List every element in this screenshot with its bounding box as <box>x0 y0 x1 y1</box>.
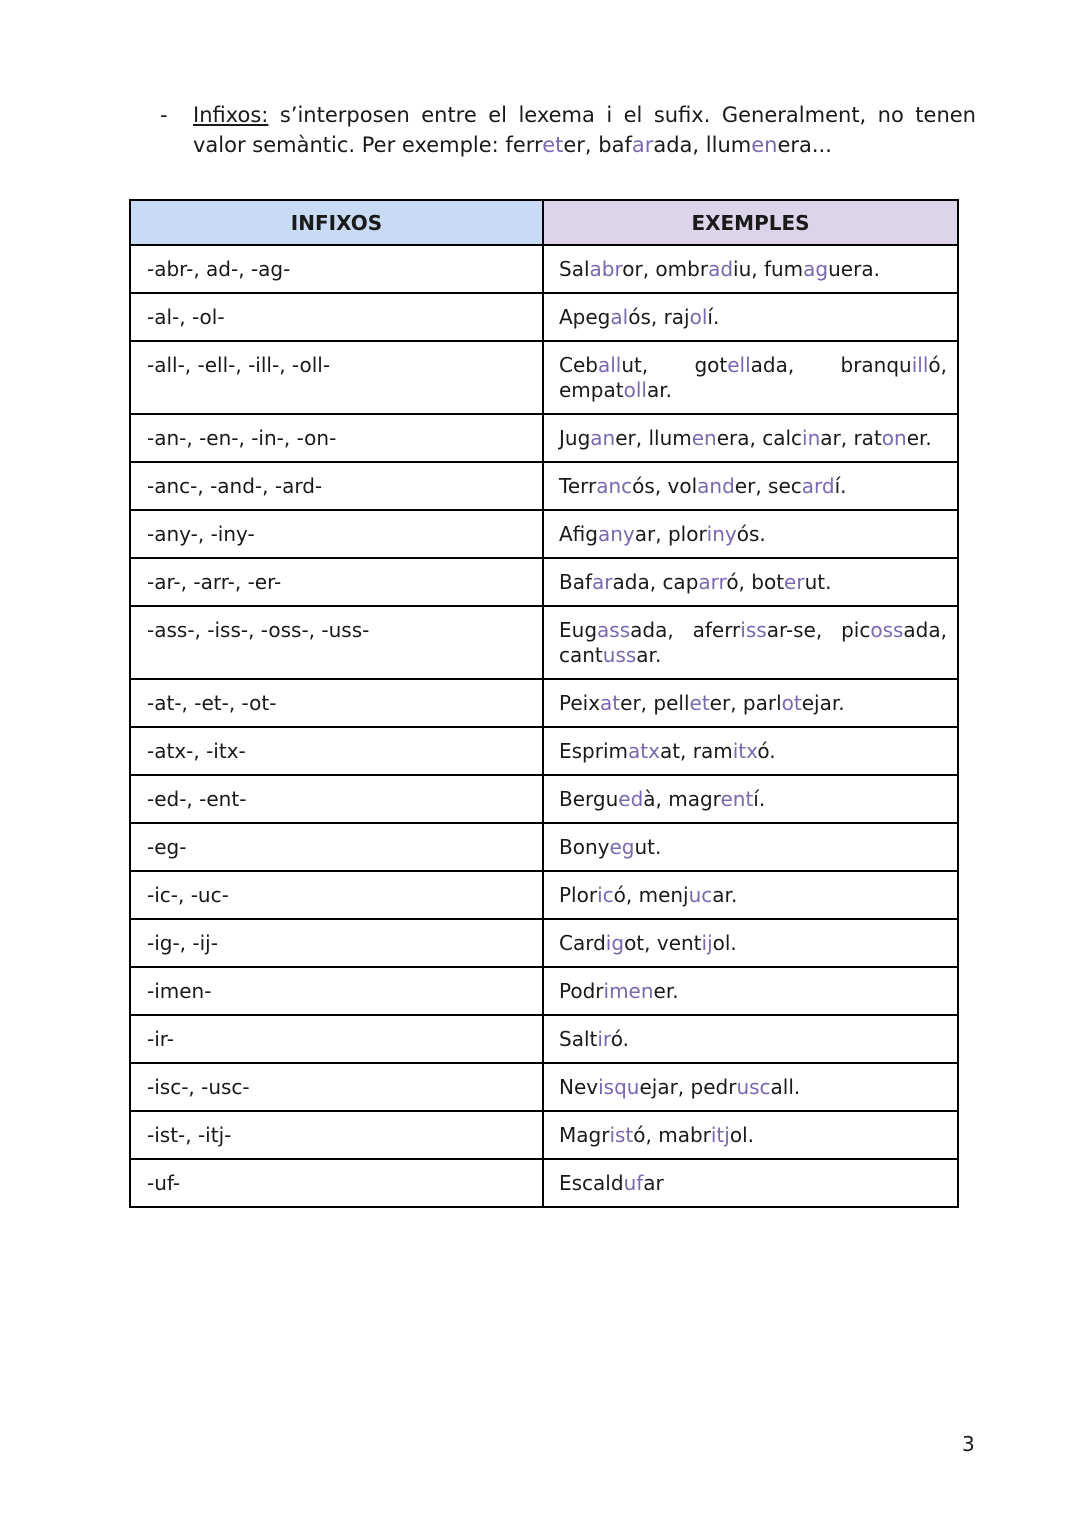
text-segment: ejar. <box>801 691 845 715</box>
text-segment: er, pell <box>620 691 690 715</box>
text-segment: iu, fum <box>733 257 804 281</box>
highlighted-infix: en <box>751 133 778 157</box>
text-segment: era... <box>777 133 832 157</box>
example-cell <box>543 293 958 341</box>
highlighted-infix: and <box>697 474 735 498</box>
table-row <box>130 245 958 293</box>
example-cell <box>543 679 958 727</box>
table-row <box>130 414 958 462</box>
text-segment: ó, mabr <box>633 1123 711 1147</box>
text-segment: ada, aferr <box>630 618 741 642</box>
text-segment: Plor <box>559 883 598 907</box>
highlighted-infix: iny <box>706 522 737 546</box>
text-segment: ó, bot <box>726 570 785 594</box>
table-row <box>130 679 958 727</box>
intro-term: Infixos: <box>193 103 269 127</box>
highlighted-infix: on <box>881 426 907 450</box>
example-cell <box>543 775 958 823</box>
infix-cell: -ist-, -itj- <box>130 1111 543 1159</box>
highlighted-infix: ot <box>781 691 802 715</box>
example-cell <box>543 1063 958 1111</box>
highlighted-infix: ad <box>708 257 734 281</box>
example-cell <box>543 1015 958 1063</box>
highlighted-infix: ill <box>911 353 929 377</box>
example-cell <box>543 919 958 967</box>
highlighted-infix: ol <box>689 305 708 329</box>
infix-cell: -abr-, ad-, -ag- <box>130 245 543 293</box>
infixes-table <box>129 199 959 1208</box>
text-segment: ada, branqu <box>750 353 912 377</box>
text-segment: ar. <box>712 883 738 907</box>
text-segment: ada, llum <box>653 133 752 157</box>
table-row <box>130 510 958 558</box>
table-row <box>130 1111 958 1159</box>
infix-cell: -anc-, -and-, -ard- <box>130 462 543 510</box>
text-segment: er. <box>653 979 679 1003</box>
text-segment: era, calc <box>716 426 803 450</box>
text-segment: Podr <box>559 979 604 1003</box>
text-segment: ós. <box>736 522 766 546</box>
highlighted-infix: ist <box>609 1123 634 1147</box>
text-segment: ó, menj <box>613 883 689 907</box>
example-cell <box>543 967 958 1015</box>
text-segment: Baf <box>559 570 593 594</box>
text-segment: ol. <box>712 931 737 955</box>
highlighted-infix: isqu <box>598 1075 640 1099</box>
text-segment: all. <box>770 1075 801 1099</box>
infix-cell: -ass-, -iss-, -oss-, -uss- <box>130 606 543 679</box>
intro-bullet <box>160 100 976 160</box>
example-cell <box>543 245 958 293</box>
highlighted-infix: ard <box>801 474 835 498</box>
bullet-dash: - <box>160 103 168 127</box>
highlighted-infix: at <box>600 691 621 715</box>
text-segment: ar. <box>646 378 672 402</box>
example-cell <box>543 1159 958 1207</box>
text-segment: ol. <box>729 1123 754 1147</box>
highlighted-infix: abr <box>589 257 623 281</box>
text-segment: Apeg <box>559 305 611 329</box>
infix-cell: -atx-, -itx- <box>130 727 543 775</box>
highlighted-infix: oll <box>623 378 647 402</box>
table-row <box>130 558 958 606</box>
text-segment: ot, vent <box>624 931 702 955</box>
text-segment: í. <box>707 305 720 329</box>
text-segment: Eug <box>559 618 598 642</box>
text-segment: ada, cap <box>612 570 699 594</box>
highlighted-infix: itj <box>710 1123 730 1147</box>
table-row <box>130 727 958 775</box>
highlighted-infix: ar <box>631 133 654 157</box>
text-segment: Bergu <box>559 787 619 811</box>
infix-cell: -ar-, -arr-, -er- <box>130 558 543 606</box>
infix-cell: -any-, -iny- <box>130 510 543 558</box>
highlighted-infix: itx <box>732 739 758 763</box>
page-number: 3 <box>962 1432 975 1456</box>
example-cell <box>543 823 958 871</box>
highlighted-infix: ent <box>720 787 754 811</box>
text-segment: ut. <box>634 835 662 859</box>
text-segment: Salt <box>559 1027 598 1051</box>
infix-cell: -eg- <box>130 823 543 871</box>
highlighted-infix: oss <box>870 618 904 642</box>
text-segment: ós, raj <box>628 305 690 329</box>
highlighted-infix: iss <box>740 618 767 642</box>
example-cell <box>543 727 958 775</box>
infix-cell: -ed-, -ent- <box>130 775 543 823</box>
text-segment: er, sec <box>734 474 802 498</box>
infix-cell: -at-, -et-, -ot- <box>130 679 543 727</box>
text-segment: at, ram <box>659 739 733 763</box>
example-cell <box>543 606 958 679</box>
text-segment: ar, plor <box>634 522 707 546</box>
text-segment: à, magr <box>643 787 721 811</box>
highlighted-infix: uc <box>688 883 713 907</box>
highlighted-infix: arr <box>698 570 727 594</box>
table-row <box>130 919 958 967</box>
infix-cell: -an-, -en-, -in-, -on- <box>130 414 543 462</box>
example-cell <box>543 558 958 606</box>
highlighted-infix: anc <box>596 474 633 498</box>
text-segment: Ceb <box>559 353 598 377</box>
text-segment: ut, got <box>621 353 728 377</box>
highlighted-infix: uss <box>602 643 637 667</box>
text-segment: er, baf <box>563 133 632 157</box>
highlighted-infix: et <box>689 691 710 715</box>
text-segment: Magr <box>559 1123 610 1147</box>
text-segment: ós, vol <box>632 474 698 498</box>
text-segment: Peix <box>559 691 601 715</box>
text-segment: ada, cant <box>559 618 947 667</box>
text-segment: ar, rat <box>820 426 882 450</box>
infix-cell: -ic-, -uc- <box>130 871 543 919</box>
infix-cell: -ir- <box>130 1015 543 1063</box>
highlighted-infix: eg <box>609 835 635 859</box>
highlighted-infix: ag <box>803 257 829 281</box>
infix-cell: -ig-, -ij- <box>130 919 543 967</box>
highlighted-infix: er <box>784 570 805 594</box>
highlighted-infix: ell <box>727 353 751 377</box>
highlighted-infix: imen <box>603 979 654 1003</box>
highlighted-infix: in <box>802 426 821 450</box>
table-row <box>130 1159 958 1207</box>
text-segment: Bony <box>559 835 610 859</box>
example-cell <box>543 341 958 414</box>
highlighted-infix: all <box>597 353 622 377</box>
infix-cell: -uf- <box>130 1159 543 1207</box>
text-segment: ejar, pedr <box>639 1075 737 1099</box>
text-segment: Nev <box>559 1075 599 1099</box>
infix-cell: -imen- <box>130 967 543 1015</box>
text-segment: s’interposen entre el lexema i el sufix. Generalment, no tenen valor semàntic. Per exemple: ferr <box>193 103 976 157</box>
table-row <box>130 871 958 919</box>
text-segment: er, parl <box>709 691 782 715</box>
highlighted-infix: ij <box>701 931 713 955</box>
highlighted-infix: uf <box>623 1171 644 1195</box>
highlighted-infix: usc <box>736 1075 771 1099</box>
table-header-row <box>130 200 958 245</box>
intro-paragraph <box>193 100 976 160</box>
text-segment: Escald <box>559 1171 624 1195</box>
text-segment: í. <box>834 474 847 498</box>
text-segment: uera. <box>828 257 880 281</box>
table-row <box>130 823 958 871</box>
text-segment: Esprim <box>559 739 629 763</box>
highlighted-infix: ir <box>597 1027 611 1051</box>
intro-definition <box>193 103 976 157</box>
infix-cell: -all-, -ell-, -ill-, -oll- <box>130 341 543 414</box>
text-segment: ar-se, pic <box>766 618 871 642</box>
table-row <box>130 293 958 341</box>
example-cell <box>543 414 958 462</box>
text-segment: Jug <box>559 426 591 450</box>
table-row <box>130 967 958 1015</box>
text-segment: Card <box>559 931 606 955</box>
highlighted-infix: ed <box>618 787 644 811</box>
text-segment: Terr <box>559 474 597 498</box>
text-segment: ut. <box>804 570 832 594</box>
highlighted-infix: an <box>590 426 616 450</box>
infix-cell: -isc-, -usc- <box>130 1063 543 1111</box>
highlighted-infix: al <box>610 305 629 329</box>
text-segment: er, llum <box>615 426 692 450</box>
highlighted-infix: ig <box>605 931 625 955</box>
highlighted-infix: ic <box>597 883 614 907</box>
table-row <box>130 775 958 823</box>
text-segment: ó, empat <box>559 353 947 402</box>
header-infixos: INFIXOS <box>130 200 543 245</box>
highlighted-infix: atx <box>628 739 660 763</box>
highlighted-infix: any <box>597 522 635 546</box>
infix-cell: -al-, -ol- <box>130 293 543 341</box>
highlighted-infix: ass <box>597 618 631 642</box>
example-cell <box>543 871 958 919</box>
table-row <box>130 606 958 679</box>
example-cell <box>543 510 958 558</box>
text-segment: or, ombr <box>622 257 709 281</box>
example-cell <box>543 462 958 510</box>
text-segment: ó. <box>610 1027 629 1051</box>
text-segment: Afig <box>559 522 598 546</box>
text-segment: er. <box>906 426 932 450</box>
highlighted-infix: en <box>691 426 717 450</box>
example-cell <box>543 1111 958 1159</box>
text-segment: ó. <box>757 739 776 763</box>
text-segment: ar <box>643 1171 664 1195</box>
highlighted-infix: ar <box>592 570 613 594</box>
table-row <box>130 462 958 510</box>
header-exemples: EXEMPLES <box>543 200 958 245</box>
text-segment: Sal <box>559 257 590 281</box>
text-segment: ar. <box>636 643 662 667</box>
text-segment: í. <box>753 787 766 811</box>
table-row <box>130 341 958 414</box>
highlighted-infix: et <box>542 133 564 157</box>
table-row <box>130 1015 958 1063</box>
table-row <box>130 1063 958 1111</box>
